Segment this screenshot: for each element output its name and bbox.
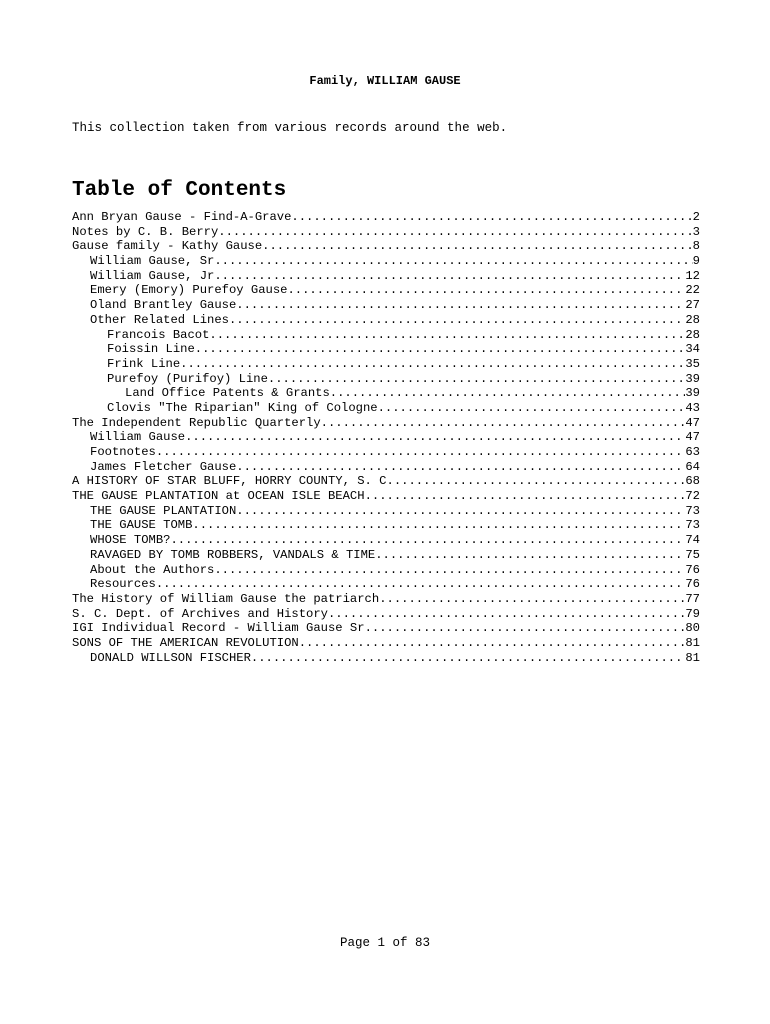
toc-entry-page-number: 28	[685, 312, 700, 327]
toc-entry-label: William Gause, Jr	[90, 268, 215, 283]
toc-entry-label: Footnotes	[90, 445, 156, 459]
toc-entry[interactable]	[72, 386, 700, 401]
toc-entry[interactable]	[72, 636, 700, 651]
toc-dot-leader	[236, 504, 685, 519]
toc-entry-page-number: 63	[685, 445, 700, 459]
toc-entry-page-number: 74	[685, 533, 700, 548]
toc-entry-label: DONALD WILLSON FISCHER	[90, 650, 251, 665]
toc-entry-page-number: 68	[685, 474, 700, 489]
toc-entry[interactable]	[72, 357, 700, 372]
toc-entry[interactable]	[72, 651, 700, 666]
toc-entry-page-number: 73	[685, 518, 700, 533]
toc-dot-leader	[195, 342, 686, 357]
toc-entry[interactable]	[72, 401, 700, 416]
toc-dot-leader	[185, 430, 685, 445]
toc-entry-label: THE GAUSE PLANTATION at OCEAN ISLE BEACH	[72, 489, 365, 504]
toc-dot-leader	[180, 357, 685, 372]
toc-entry-label: The History of William Gause the patriarch	[72, 591, 380, 606]
toc-dot-leader	[218, 225, 692, 240]
toc-entry-page-number: 81	[685, 650, 700, 665]
toc-entry-label: Notes by C. B. Berry	[72, 224, 219, 239]
toc-entry-page-number: 8	[692, 239, 700, 254]
toc-dot-leader	[236, 460, 685, 475]
toc-entry[interactable]	[72, 445, 700, 460]
toc-entry-page-number: 3	[692, 224, 700, 239]
toc-entry[interactable]	[72, 460, 700, 475]
toc-entry-label: IGI Individual Record - William Gause Sr	[72, 621, 365, 636]
toc-dot-leader	[192, 518, 685, 533]
toc-entry[interactable]	[72, 577, 700, 592]
toc-entry-page-number: 72	[685, 489, 700, 504]
toc-entry-page-number: 39	[685, 371, 700, 386]
toc-entry-label: RAVAGED BY TOMB ROBBERS, VANDALS & TIME	[90, 547, 376, 562]
toc-entry[interactable]	[72, 607, 700, 622]
toc-entry[interactable]	[72, 269, 700, 284]
toc-entry[interactable]	[72, 474, 700, 489]
toc-dot-leader	[378, 401, 686, 416]
toc-entry-page-number: 47	[685, 430, 700, 445]
toc-entry-label: William Gause	[90, 430, 186, 445]
toc-entry[interactable]	[72, 416, 700, 431]
toc-entry[interactable]	[72, 254, 700, 269]
toc-entry-page-number: 76	[685, 562, 700, 577]
toc-entry-page-number: 28	[685, 327, 700, 342]
page-number-footer: Page 1 of 83	[339, 936, 430, 950]
toc-entry-label: Frink Line	[107, 356, 181, 371]
toc-entry-page-number: 22	[685, 283, 700, 298]
toc-entry-label: Clovis "The Riparian" King of Cologne	[107, 400, 378, 415]
toc-entry-label: Gause family - Kathy Gause	[72, 239, 263, 254]
toc-entry[interactable]	[72, 518, 700, 533]
toc-entry[interactable]	[72, 283, 700, 298]
toc-entry-page-number: 2	[692, 210, 700, 224]
toc-entry-label: Emery (Emory) Purefoy Gause	[90, 283, 288, 298]
toc-dot-leader	[365, 489, 686, 504]
toc-entry-label: Oland Brantley Gause	[90, 298, 237, 313]
intro-text: This collection taken from various records around the web.	[72, 121, 508, 135]
toc-entry-page-number: 73	[685, 503, 700, 518]
toc-dot-leader	[394, 474, 686, 489]
toc-entry-label: Ann Bryan Gause - Find-A-Grave	[72, 210, 292, 224]
toc-entry-label: A HISTORY OF STAR BLUFF, HORRY COUNTY, S. C.	[72, 474, 394, 489]
toc-entry[interactable]	[72, 328, 700, 343]
toc-dot-leader	[214, 254, 692, 269]
toc-entry-page-number: 76	[685, 577, 700, 592]
toc-entry[interactable]	[72, 533, 700, 548]
toc-dot-leader	[229, 313, 685, 328]
toc-entry-label: S. C. Dept. of Archives and History	[72, 606, 328, 621]
toc-entry[interactable]	[72, 210, 700, 225]
toc-dot-leader	[268, 372, 685, 387]
toc-entry[interactable]	[72, 239, 700, 254]
toc-entry-page-number: 27	[685, 298, 700, 313]
toc-heading: Table of Contents	[72, 179, 287, 202]
toc-entry-page-number: 80	[685, 621, 700, 636]
toc-dot-leader	[291, 210, 692, 225]
toc-entry-label: Purefoy (Purifoy) Line	[107, 371, 268, 386]
toc-dot-leader	[330, 386, 686, 401]
toc-dot-leader	[262, 239, 693, 254]
toc-dot-leader	[214, 269, 685, 284]
toc-entry-label: About the Authors	[90, 562, 215, 577]
toc-dot-leader	[321, 416, 686, 431]
toc-entry[interactable]	[72, 563, 700, 578]
toc-entry[interactable]	[72, 225, 700, 240]
toc-dot-leader	[209, 328, 685, 343]
toc-dot-leader	[299, 636, 686, 651]
toc-entry-page-number: 79	[685, 606, 700, 621]
toc-dot-leader	[287, 283, 685, 298]
toc-entry-label: THE GAUSE TOMB	[90, 518, 193, 533]
table-of-contents	[72, 210, 700, 665]
toc-entry[interactable]	[72, 313, 700, 328]
toc-entry-label: Resources	[90, 577, 156, 592]
toc-entry-page-number: 34	[685, 342, 700, 357]
toc-entry-page-number: 9	[692, 254, 700, 269]
toc-entry-label: THE GAUSE PLANTATION	[90, 503, 237, 518]
toc-entry-page-number: 47	[685, 415, 700, 430]
toc-entry-page-number: 77	[685, 591, 700, 606]
toc-entry-page-number: 81	[685, 635, 700, 650]
toc-entry-page-number: 39	[685, 386, 700, 401]
toc-dot-leader	[328, 607, 685, 622]
toc-entry-page-number: 75	[685, 547, 700, 562]
toc-entry[interactable]	[72, 621, 700, 636]
toc-entry[interactable]	[72, 430, 700, 445]
toc-entry-label: Other Related Lines	[90, 312, 229, 327]
toc-entry[interactable]	[72, 342, 700, 357]
document-title: Family, WILLIAM GAUSE	[309, 74, 461, 88]
toc-entry-label: Land Office Patents & Grants	[125, 386, 330, 401]
toc-entry-label: WHOSE TOMB?	[90, 533, 171, 548]
toc-entry[interactable]	[72, 298, 700, 313]
toc-dot-leader	[365, 621, 686, 636]
toc-entry[interactable]	[72, 592, 700, 607]
toc-entry[interactable]	[72, 372, 700, 387]
toc-entry-label: William Gause, Sr	[90, 254, 215, 269]
toc-entry-label: Foissin Line	[107, 342, 195, 357]
toc-entry-label: James Fletcher Gause	[90, 459, 237, 474]
toc-entry-label: The Independent Republic Quarterly	[72, 415, 321, 430]
toc-entry[interactable]	[72, 504, 700, 519]
toc-dot-leader	[170, 533, 685, 548]
toc-dot-leader	[214, 563, 685, 578]
toc-entry-page-number: 43	[685, 400, 700, 415]
toc-entry-page-number: 64	[685, 459, 700, 474]
toc-dot-leader	[379, 592, 685, 607]
toc-dot-leader	[375, 548, 685, 563]
toc-entry-label: SONS OF THE AMERICAN REVOLUTION	[72, 635, 299, 650]
toc-entry-page-number: 12	[685, 268, 700, 283]
toc-entry-page-number: 35	[685, 356, 700, 371]
toc-entry[interactable]	[72, 548, 700, 563]
toc-entry[interactable]	[72, 489, 700, 504]
toc-dot-leader	[251, 651, 685, 666]
toc-dot-leader	[156, 445, 686, 460]
toc-entry-label: Francois Bacot	[107, 327, 210, 342]
toc-dot-leader	[236, 298, 685, 313]
toc-dot-leader	[156, 577, 686, 592]
